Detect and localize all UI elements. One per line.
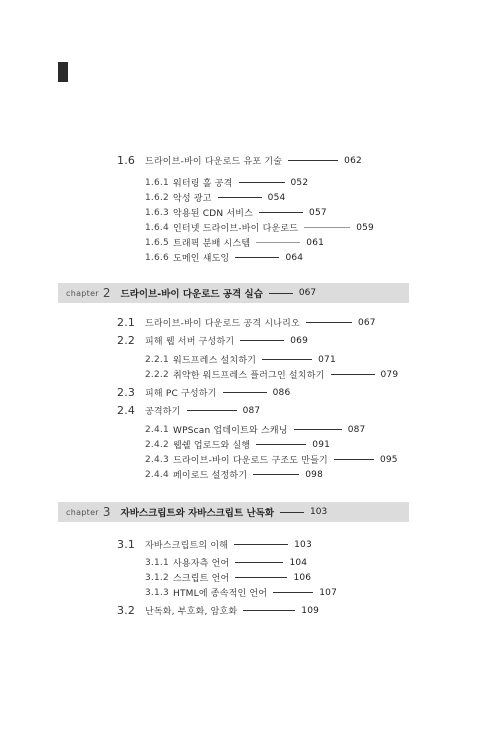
leader-line [253,474,299,475]
page-number: 067 [357,317,376,328]
page-number: 109 [301,605,320,616]
toc-subsection-1-6-3 [145,206,327,219]
leader-line [235,562,283,563]
toc-subsection-2-4-4 [145,468,323,481]
page-number: 107 [319,587,338,598]
page-number: 057 [309,207,327,218]
section-number: 2.3 [117,386,136,399]
page-number: 098 [305,469,323,480]
toc-section-1-6 [117,154,362,167]
page-number: 086 [272,387,291,398]
subsection-number: 2.4.4 [145,469,169,480]
leader-line [269,293,293,294]
toc-subsection-2-4-2 [145,438,330,451]
page-number: 067 [298,288,317,298]
subsection-number: 2.4.1 [145,424,169,435]
leader-line [262,359,312,360]
leader-line [304,227,350,228]
subsection-number: 1.6.1 [145,177,169,188]
page-number: 106 [293,572,312,583]
subsection-title: 취약한 워드프레스 플러그인 설치하기 [173,371,325,381]
leader-line [288,160,338,161]
section-title: 피해 PC 구성하기 [145,389,217,399]
section-number: 2.2 [117,334,136,347]
toc-subsection-1-6-2 [145,191,285,204]
toc-subsection-3-1-2 [145,571,311,584]
section-title: 피해 웹 서버 구성하기 [145,337,235,347]
subsection-number: 2.4.3 [145,454,169,465]
page-number: 054 [267,192,286,203]
subsection-title: 워드프레스 설치하기 [173,356,257,366]
page-number: 062 [344,155,362,166]
subsection-number: 1.6.5 [145,237,169,248]
toc-subsection-2-4-3 [145,453,398,466]
leader-line [187,410,237,411]
leader-line [223,392,267,393]
subsection-title: 인터넷 드라이브-바이 다운로드 [173,224,299,234]
chapter-title: 드라이브-바이 다운로드 공격 실습 [120,289,263,300]
toc-subsection-1-6-4 [145,221,374,234]
subsection-number: 1.6.3 [145,207,169,218]
subsection-title: 웹쉘 업로드와 실행 [173,441,251,451]
leader-line [235,257,279,258]
page-number: 059 [356,222,374,233]
chapter-title: 자바스크립트와 자바스크립트 난독화 [120,508,274,519]
chapter-label: chapter [66,288,99,298]
subsection-title: WPScan 업데이트와 스캐닝 [173,426,288,436]
leader-line [256,242,300,243]
subsection-title: 워터링 홀 공격 [173,179,233,189]
toc-subsection-3-1-1 [145,556,307,569]
page-number: 069 [290,335,309,346]
leader-line [256,444,306,445]
subsection-title: HTML에 종속적인 언어 [173,589,268,599]
toc-subsection-1-6-6 [145,251,303,264]
subsection-title: 악용된 CDN 서비스 [173,209,254,219]
leader-line [243,610,295,611]
section-title: 드라이브-바이 다운로드 유포 기술 [145,157,283,167]
section-title: 난독화, 부호화, 암호화 [145,607,238,617]
page-number: 103 [310,507,328,517]
subsection-title: 도메인 섀도잉 [173,254,230,264]
section-title: 공격하기 [145,407,181,417]
toc-subsection-3-1-3 [145,586,337,599]
section-title: 자바스크립트의 이해 [145,541,229,551]
subsection-number: 1.6.6 [145,252,169,263]
chapter-label: chapter [66,507,99,517]
page-number: 103 [294,539,312,550]
subsection-number: 2.2.1 [145,354,169,365]
subsection-title: 페이로드 설정하기 [173,471,248,481]
leader-line [239,182,285,183]
page-number: 104 [289,557,308,568]
leader-line [334,459,374,460]
chapter-number: 3 [102,505,111,519]
subsection-number: 3.1.2 [145,572,169,583]
subsection-title: 드라이브-바이 다운로드 구조도 만들기 [173,456,328,466]
page-number: 052 [290,177,309,188]
subsection-title: 스크립트 언어 [173,574,230,584]
toc-subsection-1-6-1 [145,176,308,189]
leader-line [235,577,287,578]
page-number: 079 [380,369,399,380]
leader-line [331,374,375,375]
subsection-number: 1.6.4 [145,222,169,233]
toc-section-2-3 [117,386,290,399]
subsection-title: 사용자측 언어 [173,559,230,569]
page-number: 064 [285,252,304,263]
page-marker-bar [58,62,68,82]
toc-section-3-1 [117,538,312,551]
page-number: 095 [379,454,398,465]
leader-line [259,212,303,213]
leader-line [294,429,342,430]
subsection-number: 3.1.3 [145,587,169,598]
toc-section-3-2 [117,604,319,617]
toc-subsection-1-6-5 [145,236,324,249]
page-number: 087 [242,405,261,416]
toc-section-2-4 [117,404,260,417]
page-number: 087 [347,424,366,435]
section-number: 3.1 [117,538,136,551]
subsection-number: 2.4.2 [145,439,169,450]
subsection-title: 트래픽 분배 시스템 [173,239,251,249]
section-number: 2.1 [117,316,136,329]
section-title: 드라이브-바이 다운로드 공격 시나리오 [145,319,300,329]
chapter-2-heading [58,283,409,303]
section-number: 3.2 [117,604,136,617]
toc-subsection-2-2-1 [145,353,336,366]
leader-line [240,340,284,341]
leader-line [273,592,313,593]
leader-line [218,197,262,198]
leader-line [280,512,304,513]
section-number: 2.4 [117,404,136,417]
page-number: 091 [312,439,331,450]
subsection-number: 1.6.2 [145,192,169,203]
toc-subsection-2-2-2 [145,368,398,381]
toc-section-2-2 [117,334,308,347]
page-number: 071 [318,354,336,365]
toc-subsection-2-4-1 [145,423,365,436]
subsection-number: 3.1.1 [145,557,169,568]
subsection-title: 악성 광고 [173,194,212,204]
subsection-number: 2.2.2 [145,369,169,380]
toc-section-2-1 [117,316,376,329]
leader-line [234,544,288,545]
page-number: 061 [306,237,325,248]
chapter-number: 2 [102,286,111,300]
chapter-3-heading [58,502,409,522]
section-number: 1.6 [117,154,136,167]
leader-line [306,322,352,323]
